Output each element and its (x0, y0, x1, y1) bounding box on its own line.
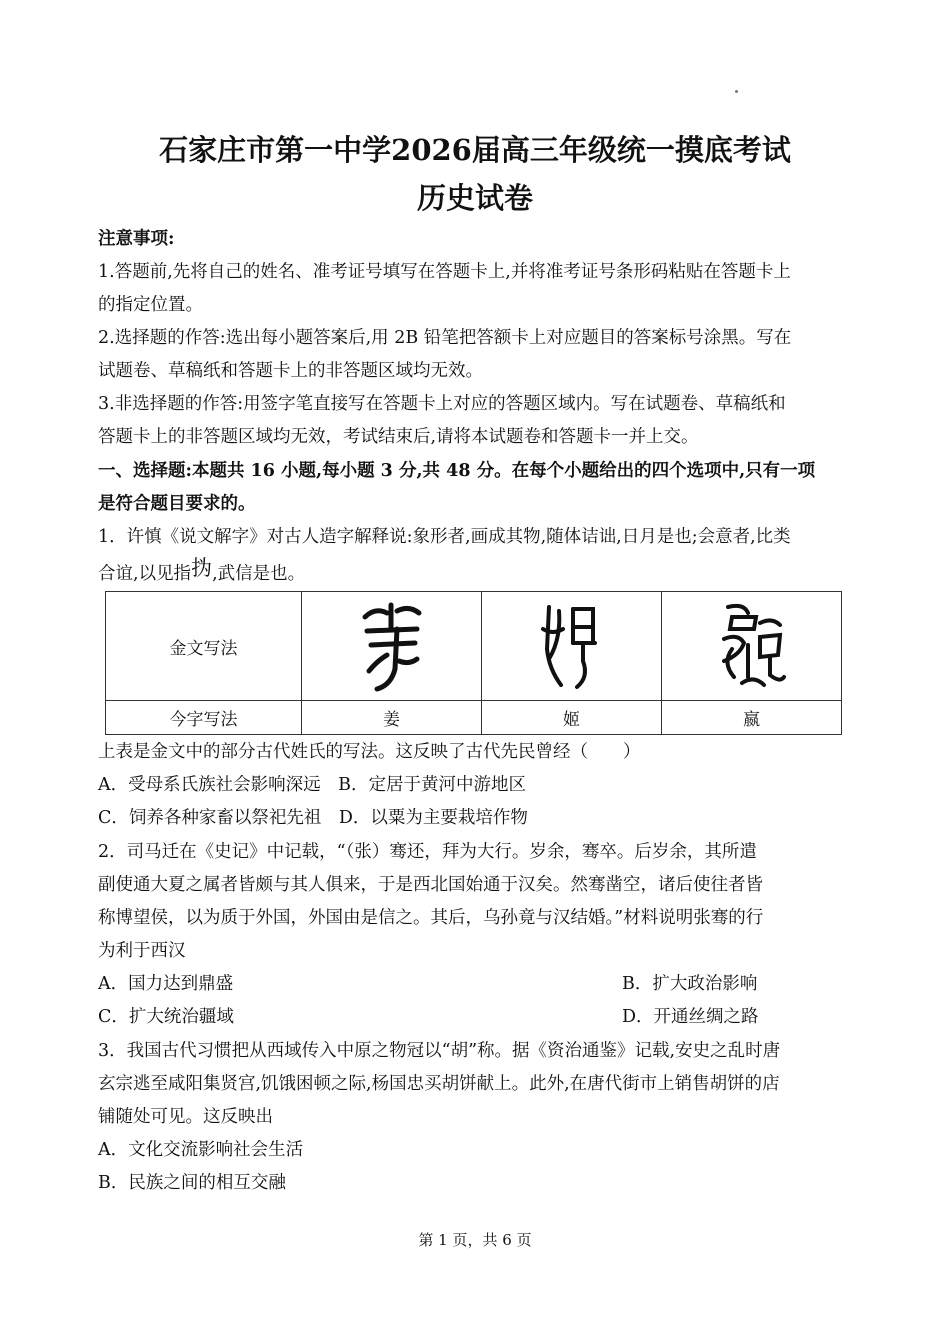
q2-stem: 副使通大夏之属者皆颇与其人俱来，于是西北国始通于汉矣。然骞凿空，诸后使往者皆 (98, 875, 763, 895)
notice-line: 答题卡上的非答题区域均无效，考试结束后,请将本试题卷和答题卡一并上交。 (98, 427, 699, 447)
q3-option-b: B．民族之间的相互交融 (98, 1173, 286, 1193)
exam-subject: 历史试卷 (416, 181, 533, 215)
q2-option-d: D．开通丝绸之路 (622, 1007, 759, 1027)
q2-stem: 为利于西汉 (98, 941, 186, 961)
exam-title: 石家庄市第一中学2026届高三年级统一摸底考试 (159, 133, 791, 167)
q3-stem: 3．我国古代习惯把从西域传入中原之物冠以“胡”称。据《资治通鉴》记载,安史之乱时唐 (98, 1041, 781, 1061)
q3-option-a: A．文化交流影响社会生活 (98, 1140, 304, 1160)
jinwen-glyph-ying (662, 592, 842, 701)
q2-option-b: B．扩大政治影响 (622, 974, 758, 994)
q1-question: 上表是金文中的部分古代姓氏的写法。这反映了古代先民曾经（ ） (98, 742, 641, 762)
jinwen-table (105, 591, 842, 735)
q3-stem: 铺随处可见。这反映出 (98, 1107, 273, 1127)
q1-options-cd: C．饲养各种家畜以祭祀先祖 D．以粟为主要栽培作物 (98, 808, 528, 828)
jinwen-glyph-jiang (302, 592, 482, 701)
notice-line: 1.答题前,先将自己的姓名、准考证号填写在答题卡上,并将准考证号条形码粘贴在答题卡上 (98, 262, 791, 282)
table-row-header: 今字写法 (106, 701, 302, 735)
q2-stem: 称博望侯，以为质于外国，外国由是信之。其后，乌孙竟与汉结婚。”材料说明张骞的行 (98, 908, 764, 928)
q1-stem (98, 556, 306, 585)
jinwen-ying-image (714, 599, 790, 693)
section-heading: 是符合题目要求的。 (98, 494, 256, 514)
q1-stem-glyph: 㧑 (191, 556, 213, 580)
q2-stem: 2．司马迁在《史记》中记载，“（张）骞还，拜为大行。岁余，骞卒。后岁余，其所遣 (98, 842, 757, 862)
q2-option-c: C．扩大统治疆域 (98, 1007, 234, 1027)
notice-line: 3.非选择题的作答:用签字笔直接写在答题卡上对应的答题区域内。写在试题卷、草稿纸和 (98, 394, 786, 414)
q1-options-ab: A．受母系氏族社会影响深远 B．定居于黄河中游地区 (98, 775, 526, 795)
notice-line: 2.选择题的作答:选出每小题答案后,用 2B 铅笔把答额卡上对应题目的答案标号涂黑。写在 (98, 328, 792, 348)
notice-line: 试题卷、草稿纸和答题卡上的非答题区域均无效。 (98, 361, 483, 381)
table-row-header: 金文写法 (106, 592, 302, 701)
q3-stem: 玄宗逃至咸阳集贤宫,饥饿困顿之际,杨国忠买胡饼献上。此外,在唐代街市上销售胡饼的店 (98, 1074, 780, 1094)
jinwen-ji-image (537, 599, 607, 693)
modern-char-ying: 嬴 (662, 701, 842, 735)
scan-dot (735, 90, 738, 93)
q1-stem-part: 合谊,以见指 (98, 564, 192, 584)
notice-line: 的指定位置。 (98, 295, 203, 315)
section-heading: 一、选择题:本题共 16 小题,每小题 3 分,共 48 分。在每个小题给出的四个选项中,只有一项 (98, 461, 816, 481)
jinwen-glyph-ji (482, 592, 662, 701)
notice-heading: 注意事项: (98, 229, 175, 249)
jinwen-jiang-image (357, 599, 427, 693)
q2-option-a: A．国力达到鼎盛 (98, 974, 234, 994)
q1-stem: 1．许慎《说文解字》对古人造字解释说:象形者,画成其物,随体诘诎,日月是也;会意者,比类 (98, 527, 791, 547)
modern-char-ji: 姬 (482, 701, 662, 735)
page-footer: 第 1 页，共 6 页 (418, 1231, 532, 1249)
modern-char-jiang: 姜 (302, 701, 482, 735)
q1-stem-part: ,武信是也。 (212, 564, 306, 584)
